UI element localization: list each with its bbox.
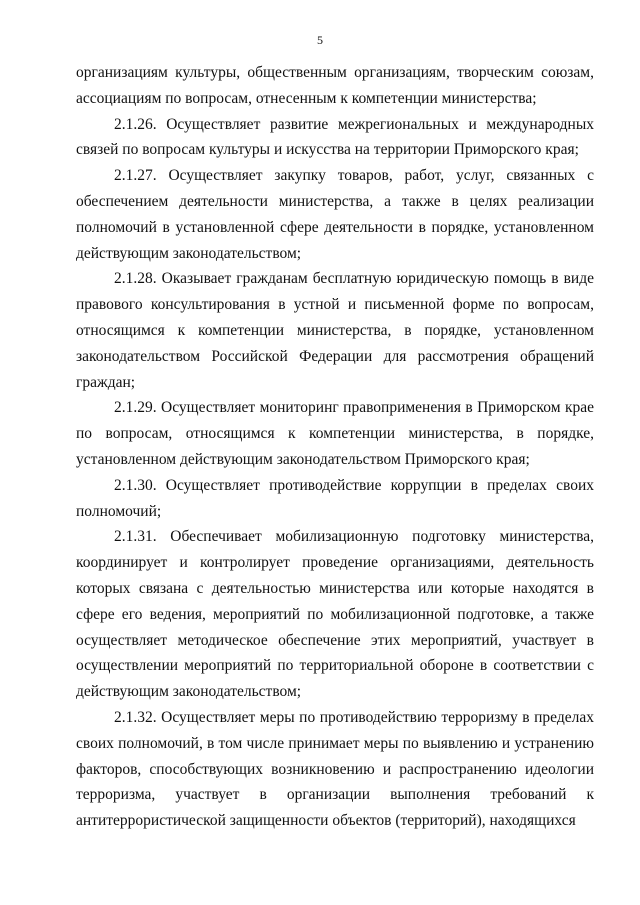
paragraph-2-1-29: 2.1.29. Осуществляет мониторинг правоприменения в Приморском крае по вопросам, относящимся к компетенции министерства, в порядке, установленном действующим законодательством Приморского края; — [76, 399, 594, 468]
document-body — [76, 60, 594, 834]
paragraph-2-1-27: 2.1.27. Осуществляет закупку товаров, работ, услуг, связанных с обеспечением деятельности министерства, а также в целях реализации полномочий в установленной сфере деятельности в порядке, установленном действующим законодательством; — [76, 167, 594, 262]
paragraph-2-1-32: 2.1.32. Осуществляет меры по противодействию терроризму в пределах своих полномочий, в том числе принимает меры по выявлению и устранению факторов, способствующих возникновению и распространению идеологии терроризма, участвует в организации выполнения требований к антитеррористической защищенности объектов (территорий), находящихся — [76, 708, 594, 830]
paragraph-2-1-31: 2.1.31. Обеспечивает мобилизационную подготовку министерства, координирует и контролирует проведение организациями, деятельность которых связана с деятельностью министерства или которые находятся в сфере его ведения, мероприятий по мобилизационной подготовке, а также осуществляет методическое обеспечение этих мероприятий, участвует в осуществлении мероприятий по территориальной обороне в соответствии с действующим законодательством; — [76, 528, 594, 701]
paragraph-2-1-30: 2.1.30. Осуществляет противодействие коррупции в пределах своих полномочий; — [76, 476, 594, 520]
paragraph-continuation: организациям культуры, общественным организациям, творческим союзам, ассоциациям по вопросам, отнесенным к компетенции министерства; — [76, 64, 594, 107]
paragraph-2-1-28: 2.1.28. Оказывает гражданам бесплатную юридическую помощь в виде правового консультирования в устной и письменной форме по вопросам, относящимся к компетенции министерства, в порядке, установленном законодательством Российской Федерации для рассмотрения обращений граждан; — [76, 270, 594, 391]
page-number: 5 — [317, 33, 323, 47]
paragraph-2-1-26: 2.1.26. Осуществляет развитие межрегиональных и международных связей по вопросам культуры и искусства на территории Приморского края; — [76, 115, 594, 159]
